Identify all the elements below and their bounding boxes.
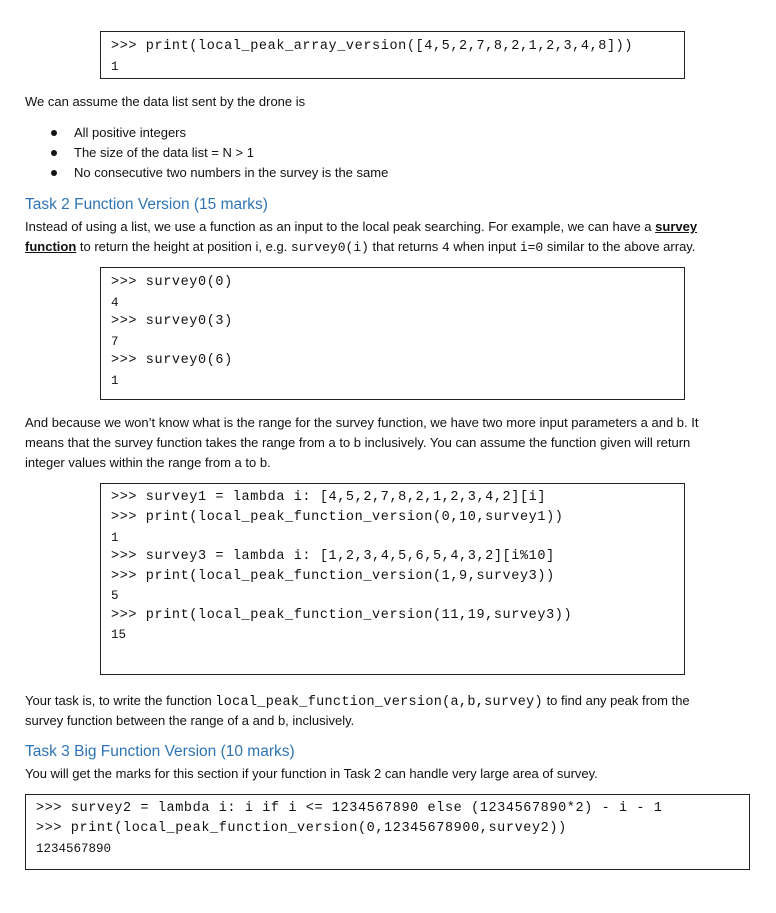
inline-code: i=0 <box>519 240 544 255</box>
code-output: 5 <box>111 589 119 603</box>
text-span: Instead of using a list, we use a function as an input to the local peak searching. For example, we can have a <box>25 219 656 234</box>
top-code-box <box>100 31 685 79</box>
inline-code: local_peak_function_version(a,b,survey) <box>215 695 543 710</box>
text-span: when input <box>449 239 520 254</box>
task2-para2-line: And because we won’t know what is the range for the survey function, we have two more input parameters a and b. It <box>25 415 699 430</box>
code-line: >>> survey3 = lambda i: [1,2,3,4,5,6,5,4,3,2][i%10] <box>111 549 555 564</box>
inline-code: 4 <box>441 240 450 255</box>
code-output: 7 <box>111 335 119 349</box>
code-line: >>> print(local_peak_array_version([4,5,2,7,8,2,1,2,3,4,8])) <box>111 39 634 54</box>
code-line: >>> print(local_peak_function_version(0,12345678900,survey2)) <box>36 821 567 836</box>
code-output: 1 <box>111 60 119 74</box>
text-span: that returns <box>368 239 442 254</box>
bullet-item: No consecutive two numbers in the survey is the same <box>74 165 389 180</box>
function-link[interactable]: function <box>25 239 77 254</box>
code-output: 1 <box>111 374 119 388</box>
text-span: similar to the above array. <box>543 239 696 254</box>
text-span: Your task is, to write the function <box>25 693 216 708</box>
task3-heading: Task 3 Big Function Version (10 marks) <box>25 743 295 760</box>
survey-link[interactable]: survey <box>655 219 698 234</box>
code-line: >>> survey0(3) <box>111 314 233 329</box>
task3-para: You will get the marks for this section if your function in Task 2 can handle very large area of survey. <box>25 766 598 781</box>
code-output: 1234567890 <box>36 842 112 856</box>
bullet-icon <box>51 150 57 156</box>
task2-para2-line: means that the survey function takes the range from a to b inclusively. You can assume the function given will return <box>25 435 691 450</box>
task2-para1-line2 <box>25 237 695 258</box>
code-output: 4 <box>111 296 119 310</box>
survey-function-code-box <box>100 483 685 675</box>
task2-heading: Task 2 Function Version (15 marks) <box>25 196 268 213</box>
bullet-item: All positive integers <box>74 125 186 140</box>
task2-para1-line1 <box>25 217 697 237</box>
code-line: >>> survey0(0) <box>111 275 233 290</box>
code-output: 1 <box>111 531 119 545</box>
code-line: >>> print(local_peak_function_version(0,10,survey1)) <box>111 510 564 525</box>
text-span: to find any peak from the <box>542 693 690 708</box>
inline-code: survey0(i) <box>290 240 369 255</box>
code-line: >>> survey0(6) <box>111 353 233 368</box>
bullet-icon <box>51 130 57 136</box>
code-line: >>> print(local_peak_function_version(1,9,survey3)) <box>111 569 555 584</box>
code-output: 15 <box>111 628 127 642</box>
code-line: >>> print(local_peak_function_version(11,19,survey3)) <box>111 608 573 623</box>
task2-para2-line: integer values within the range from a to b. <box>25 455 271 470</box>
task2-statement-line2: survey function between the range of a and b, inclusively. <box>25 713 355 728</box>
survey2-code-box <box>25 794 750 870</box>
task2-statement-line1 <box>25 691 690 713</box>
code-line: >>> survey1 = lambda i: [4,5,2,7,8,2,1,2,3,4,2][i] <box>111 490 547 505</box>
survey0-code-box <box>100 267 685 400</box>
bullet-item: The size of the data list = N > 1 <box>74 145 254 160</box>
intro-text: We can assume the data list sent by the drone is <box>25 94 306 109</box>
code-line: >>> survey2 = lambda i: i if i <= 1234567890 else (1234567890*2) - i - 1 <box>36 801 663 816</box>
bullet-icon <box>51 170 57 176</box>
text-span: to return the height at position i, e.g. <box>76 239 291 254</box>
